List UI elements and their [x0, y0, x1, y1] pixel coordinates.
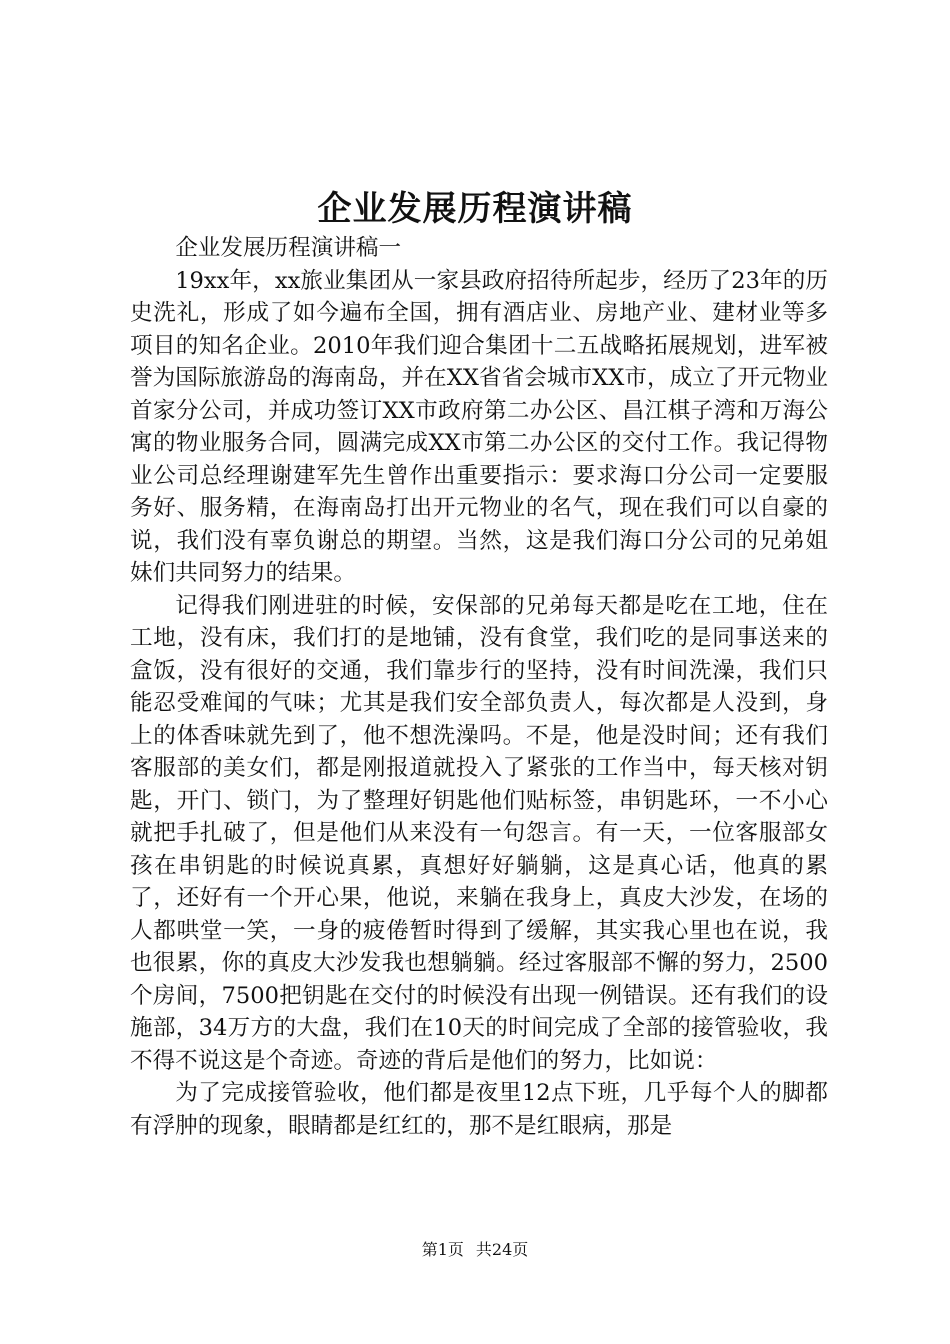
document-body	[130, 232, 828, 1142]
page-total: 共24页	[475, 1240, 529, 1259]
page-number: 第1页	[421, 1240, 464, 1259]
paragraph: 19xx年，xx旅业集团从一家县政府招待所起步，经历了23年的历史洗礼，形成了如今遍布全国，拥有酒店业、房地产业、建材业等多项目的知名企业。2010年我们迎合集团十二五战略拓展规划，进军被誉为国际旅游岛的海南岛，并在XX省省会城市XX市，成立了开元物业首家分公司，并成功签订XX市政府第二办公区、昌江棋子湾和万海公寓的物业服务合同，圆满完成XX市第二办公区的交付工作。我记得物业公司总经理谢建军先生曾作出重要指示：要求海口分公司一定要服务好、服务精，在海南岛打出开元物业的名气，现在我们可以自豪的说，我们没有辜负谢总的期望。当然，这是我们海口分公司的兄弟姐妹们共同努力的结果。	[130, 267, 828, 586]
paragraph: 为了完成接管验收，他们都是夜里12点下班，几乎每个人的脚都有浮肿的现象，眼睛都是红红的，那不是红眼病，那是	[130, 1080, 828, 1139]
page-footer	[0, 1239, 950, 1261]
document-title: 企业发展历程演讲稿	[317, 189, 633, 229]
paragraph: 记得我们刚进驻的时候，安保部的兄弟每天都是吃在工地，住在工地，没有床，我们打的是地铺，没有食堂，我们吃的是同事送来的盒饭，没有很好的交通，我们靠步行的坚持，没有时间洗澡，我们只能忍受难闻的气味；尤其是我们安全部负责人，每次都是人没到，身上的体香味就先到了，他不想洗澡吗。不是，他是没时间；还有我们客服部的美女们，都是刚报道就投入了紧张的工作当中，每天核对钥匙，开门、锁门，为了整理好钥匙他们贴标签，串钥匙环，一不小心就把手扎破了，但是他们从来没有一句怨言。有一天，一位客服部女孩在串钥匙的时候说真累，真想好好躺躺，这是真心话，他真的累了，还好有一个开心果，他说，来躺在我身上，真皮大沙发，在场的人都哄堂一笑，一身的疲倦暂时得到了缓解，其实我心里也在说，我也很累，你的真皮大沙发我也想躺躺。经过客服部不懈的努力，2500个房间，7500把钥匙在交付的时候没有出现一例错误。还有我们的设施部，34万方的大盘，我们在10天的时间完成了全部的接管验收，我不得不说这是个奇迹。奇迹的背后是他们的努力，比如说：	[130, 592, 828, 1074]
paragraph-subtitle: 企业发展历程演讲稿一	[175, 235, 402, 261]
